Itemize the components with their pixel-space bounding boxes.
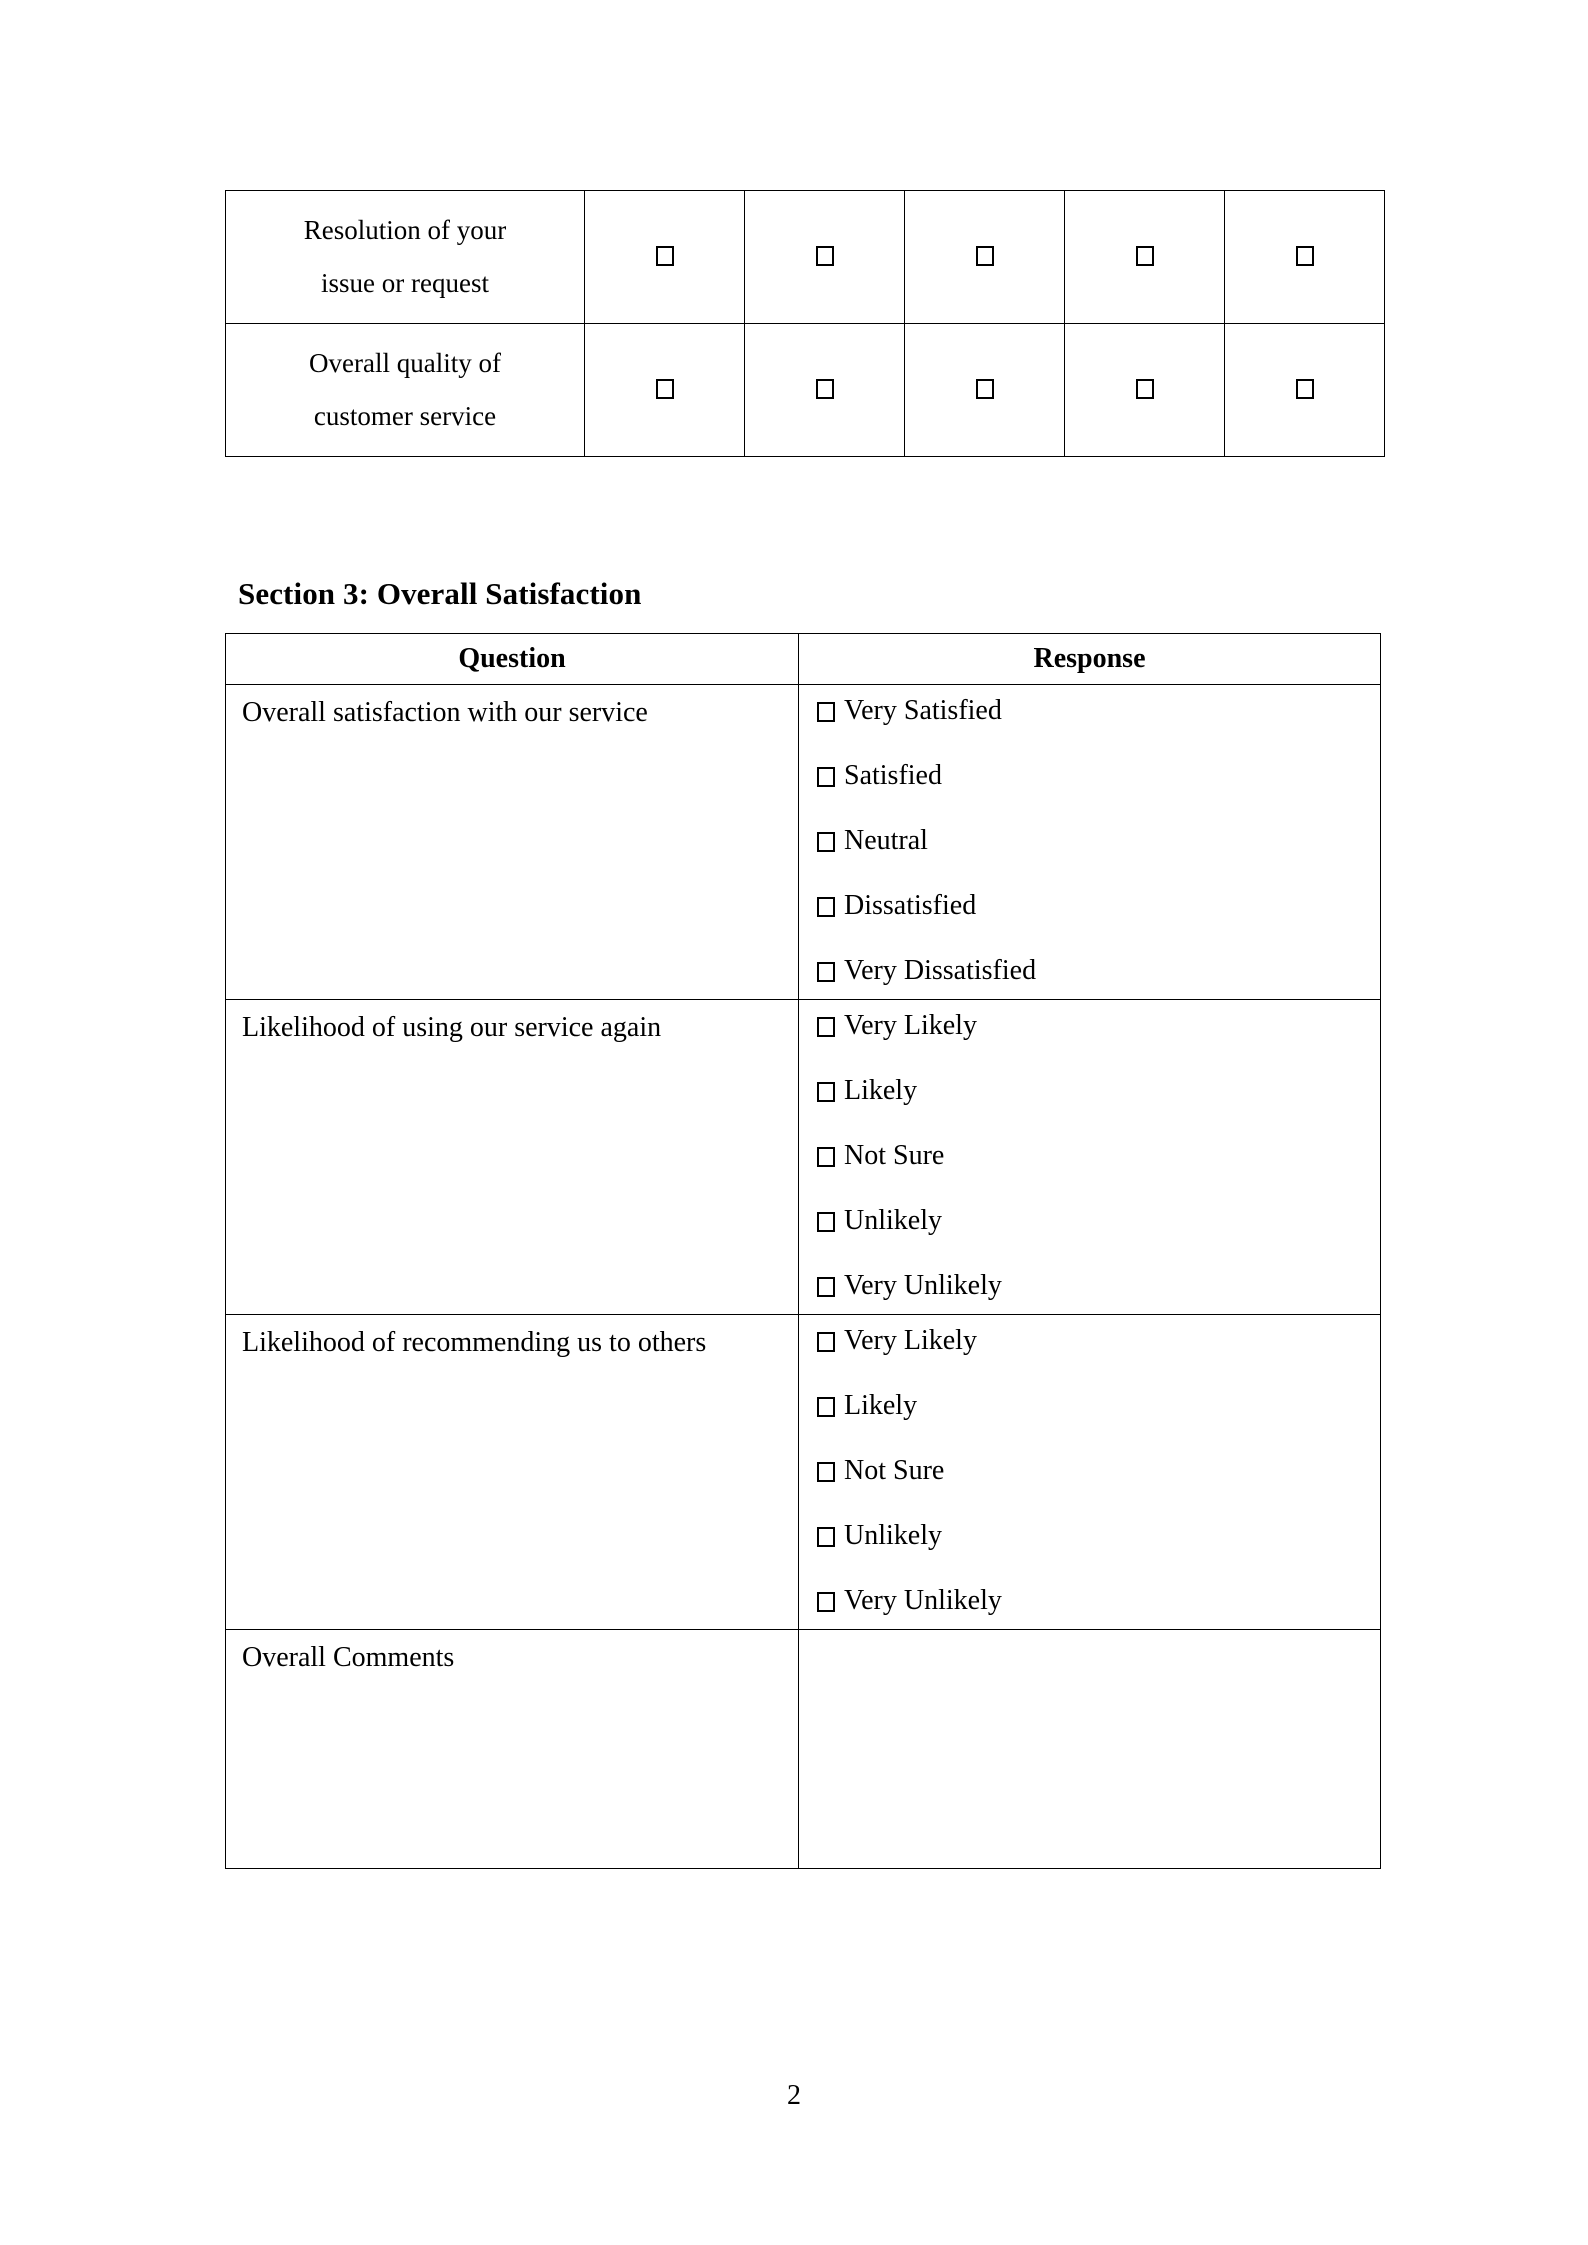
option-item[interactable] — [817, 827, 1376, 855]
checkbox-icon[interactable] — [1136, 379, 1154, 399]
checkbox-icon[interactable] — [817, 1082, 835, 1102]
page-number: 2 — [787, 2080, 801, 2111]
rating-checkbox-cell[interactable] — [1065, 191, 1225, 324]
rating-row-label — [226, 191, 585, 324]
option-item[interactable] — [817, 957, 1376, 985]
response-options — [799, 685, 1381, 1000]
question-label: Likelihood of recommending us to others — [226, 1315, 799, 1630]
checkbox-icon[interactable] — [816, 379, 834, 399]
table-row — [226, 1630, 1381, 1869]
checkbox-icon[interactable] — [817, 1277, 835, 1297]
rating-row-label-line1: Overall quality of — [309, 348, 501, 379]
rating-checkbox-cell[interactable] — [905, 191, 1065, 324]
option-item[interactable] — [817, 1077, 1376, 1105]
checkbox-icon[interactable] — [817, 767, 835, 787]
checkbox-icon[interactable] — [817, 1017, 835, 1037]
response-options — [799, 1000, 1381, 1315]
overall-satisfaction-head — [226, 634, 1381, 685]
rating-checkbox-cell[interactable] — [1065, 324, 1225, 457]
checkbox-icon[interactable] — [817, 1212, 835, 1232]
rating-matrix-body — [226, 191, 1385, 457]
checkbox-icon[interactable] — [817, 962, 835, 982]
option-item[interactable] — [817, 1142, 1376, 1170]
option-item[interactable] — [817, 697, 1376, 725]
option-item[interactable] — [817, 1207, 1376, 1235]
option-item[interactable] — [817, 1457, 1376, 1485]
table-row — [226, 324, 1385, 457]
checkbox-icon[interactable] — [817, 1592, 835, 1612]
overall-satisfaction-table — [225, 633, 1381, 1869]
question-label: Overall satisfaction with our service — [226, 685, 799, 1000]
option-label: Very Unlikely — [844, 1585, 1002, 1616]
checkbox-icon[interactable] — [656, 246, 674, 266]
option-label: Very Likely — [844, 1325, 977, 1356]
option-item[interactable] — [817, 1327, 1376, 1355]
option-label: Dissatisfied — [844, 890, 977, 921]
table-row — [226, 1315, 1381, 1630]
option-label: Neutral — [844, 825, 928, 856]
checkbox-icon[interactable] — [817, 1147, 835, 1167]
section-heading: Section 3: Overall Satisfaction — [238, 576, 642, 611]
checkbox-icon[interactable] — [817, 897, 835, 917]
table-row — [226, 685, 1381, 1000]
option-label: Not Sure — [844, 1140, 945, 1171]
option-item[interactable] — [817, 1587, 1376, 1615]
checkbox-icon[interactable] — [817, 1332, 835, 1352]
checkbox-icon[interactable] — [976, 246, 994, 266]
checkbox-icon[interactable] — [817, 832, 835, 852]
option-label: Very Unlikely — [844, 1270, 1002, 1301]
table-row — [226, 191, 1385, 324]
option-item[interactable] — [817, 1522, 1376, 1550]
rating-checkbox-cell[interactable] — [745, 324, 905, 457]
rating-checkbox-cell[interactable] — [745, 191, 905, 324]
question-label: Overall Comments — [226, 1630, 799, 1869]
option-label: Unlikely — [844, 1205, 942, 1236]
checkbox-icon[interactable] — [817, 1462, 835, 1482]
rating-row-label-line1: Resolution of your — [303, 215, 507, 246]
column-header-response: Response — [799, 634, 1381, 685]
rating-checkbox-cell[interactable] — [905, 324, 1065, 457]
checkbox-icon[interactable] — [817, 1397, 835, 1417]
comments-answer-area[interactable] — [799, 1630, 1381, 1869]
checkbox-icon[interactable] — [1296, 246, 1314, 266]
option-item[interactable] — [817, 1012, 1376, 1040]
option-item[interactable] — [817, 1392, 1376, 1420]
table-header-row — [226, 634, 1381, 685]
rating-row-label — [226, 324, 585, 457]
checkbox-icon[interactable] — [1296, 379, 1314, 399]
checkbox-icon[interactable] — [656, 379, 674, 399]
option-label: Satisfied — [844, 760, 942, 791]
option-label: Not Sure — [844, 1455, 945, 1486]
column-header-question: Question — [226, 634, 799, 685]
option-label: Unlikely — [844, 1520, 942, 1551]
checkbox-icon[interactable] — [816, 246, 834, 266]
rating-row-label-line2: issue or request — [321, 268, 489, 298]
rating-checkbox-cell[interactable] — [1225, 324, 1385, 457]
response-options — [799, 1315, 1381, 1630]
checkbox-icon[interactable] — [976, 379, 994, 399]
checkbox-icon[interactable] — [817, 1527, 835, 1547]
option-label: Likely — [844, 1390, 918, 1421]
option-label: Very Dissatisfied — [844, 955, 1037, 986]
rating-row-label-line2: customer service — [313, 401, 497, 431]
checkbox-icon[interactable] — [1136, 246, 1154, 266]
rating-checkbox-cell[interactable] — [585, 324, 745, 457]
overall-satisfaction-body — [226, 685, 1381, 1869]
option-item[interactable] — [817, 892, 1376, 920]
question-label: Likelihood of using our service again — [226, 1000, 799, 1315]
table-row — [226, 1000, 1381, 1315]
option-item[interactable] — [817, 1272, 1376, 1300]
option-label: Likely — [844, 1075, 918, 1106]
rating-matrix-table — [225, 190, 1385, 457]
option-label: Very Satisfied — [844, 695, 1002, 726]
option-item[interactable] — [817, 762, 1376, 790]
option-label: Very Likely — [844, 1010, 977, 1041]
checkbox-icon[interactable] — [817, 702, 835, 722]
rating-checkbox-cell[interactable] — [1225, 191, 1385, 324]
rating-checkbox-cell[interactable] — [585, 191, 745, 324]
